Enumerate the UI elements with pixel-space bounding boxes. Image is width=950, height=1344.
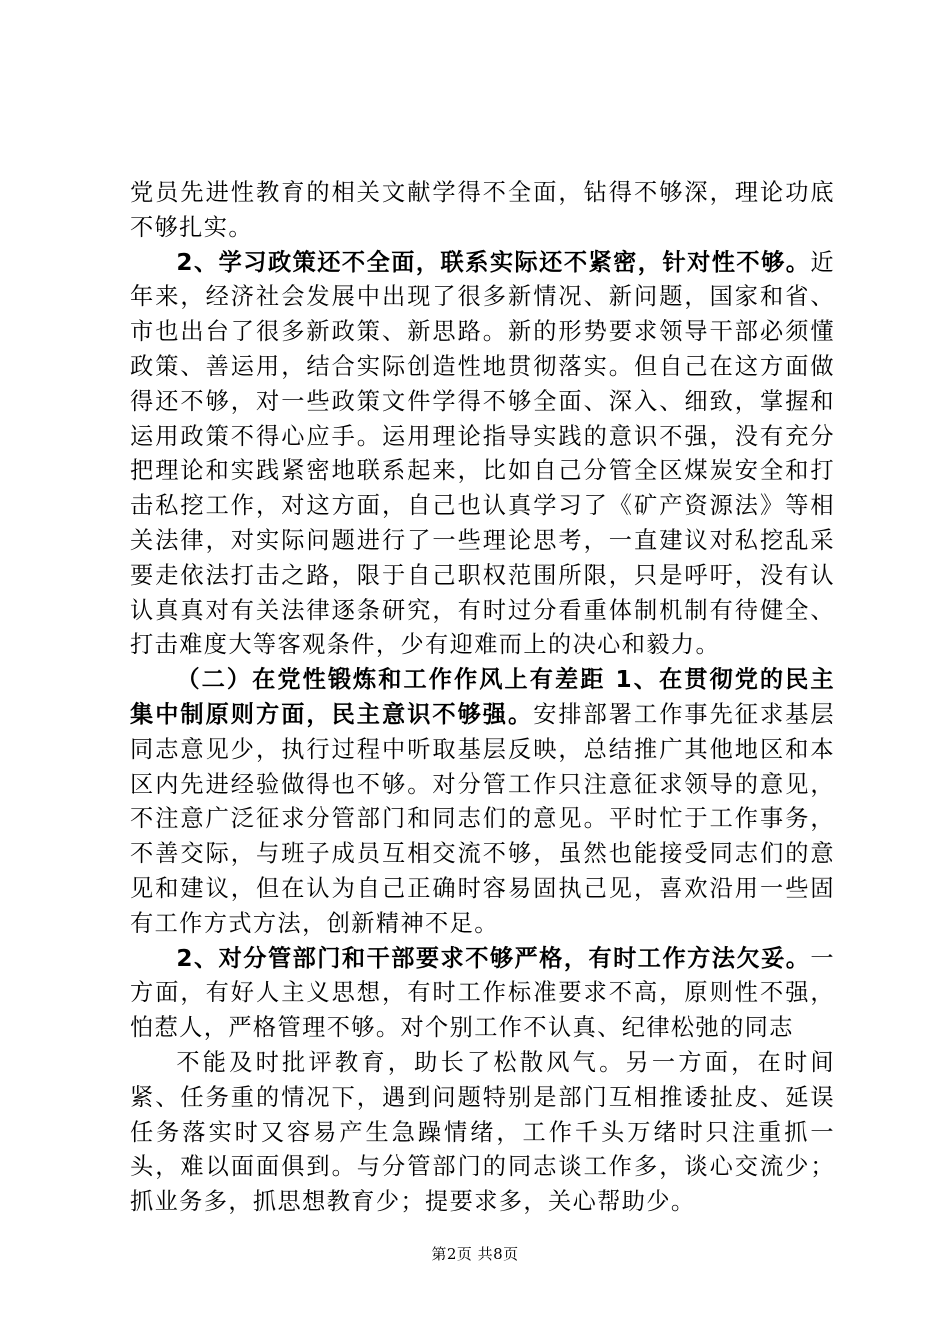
paragraph-text: 近年来，经济社会发展中出现了很多新情况、新问题，国家和省、市也出台了很多新政策、新思路。新的形势要求领导干部必须懂政策、善运用，结合实际创造性地贯彻落实。但自己在这方面做得还不够，对一些政策文件学得不够全面、深入、细致，掌握和运用政策不得心应手。运用理论指导实践的意识不强，没有充分把理论和实践紧密地联系起来，比如自己分管全区煤炭安全和打击私挖工作，对这方面，自己也认真学习了《矿产资源法》等相关法律，对实际问题进行了一些理论思考，一直建议对私挖乱采要走依法打击之路，限于自己职权范围所限，只是呼吁，没有认认真真对有关法律逐条研究，有时过分看重体制机制有待健全、打击难度大等客观条件，少有迎难而上的决心和毅力。 [130, 248, 835, 659]
paragraph-text: 安排部署工作事先征求基层同志意见少，执行过程中听取基层反映，总结推广其他地区和本区内先进经验做得也不够。对分管工作只注意征求领导的意见，不注意广泛征求分管部门和同志们的意见。平时忙于工作事务，不善交际，与班子成员互相交流不够，虽然也能接受同志们的意见和建议，但在认为自己正确时容易固执己见，喜欢沿用一些固有工作方式方法，创新精神不足。 [130, 700, 835, 937]
paragraph-heading: 2、对分管部门和干部要求不够严格，有时工作方法欠妥。 [176, 944, 811, 972]
paragraph-heading: 2、学习政策还不全面，联系实际还不紧密，针对性不够。 [176, 248, 811, 276]
page-footer [0, 1244, 950, 1264]
paragraph-text: 不能及时批评教育，助长了松散风气。另一方面，在时间紧、任务重的情况下，遇到问题特别是部门互相推诿扯皮、延误任务落实时又容易产生急躁情绪，工作千头万绪时只注重抓一头，难以面面俱到。与分管部门的同志谈工作多，谈心交流少；抓业务多，抓思想教育少；提要求多，关心帮助少。 [130, 1048, 835, 1216]
paragraph-management [130, 942, 835, 1046]
paragraph-management-continued [130, 1046, 835, 1220]
paragraph-policy-study [130, 246, 835, 664]
page-number: 第2页 共8页 [431, 1245, 519, 1263]
paragraph-text: 党员先进性教育的相关文献学得不全面，钻得不够深，理论功底不够扎实。 [130, 179, 835, 241]
document-body [130, 176, 835, 1220]
paragraph-text: 一方面，有好人主义思想，有时工作标准要求不高，原则性不强，怕惹人，严格管理不够。对个别工作不认真、纪律松弛的同志 [130, 944, 835, 1042]
paragraph-heading: （二）在党性锻炼和工作作风上有差距 1、在贯彻党的民主集中制原则方面，民主意识不够强。 [130, 666, 835, 728]
paragraph-continuation [130, 176, 835, 246]
paragraph-party-spirit [130, 663, 835, 941]
